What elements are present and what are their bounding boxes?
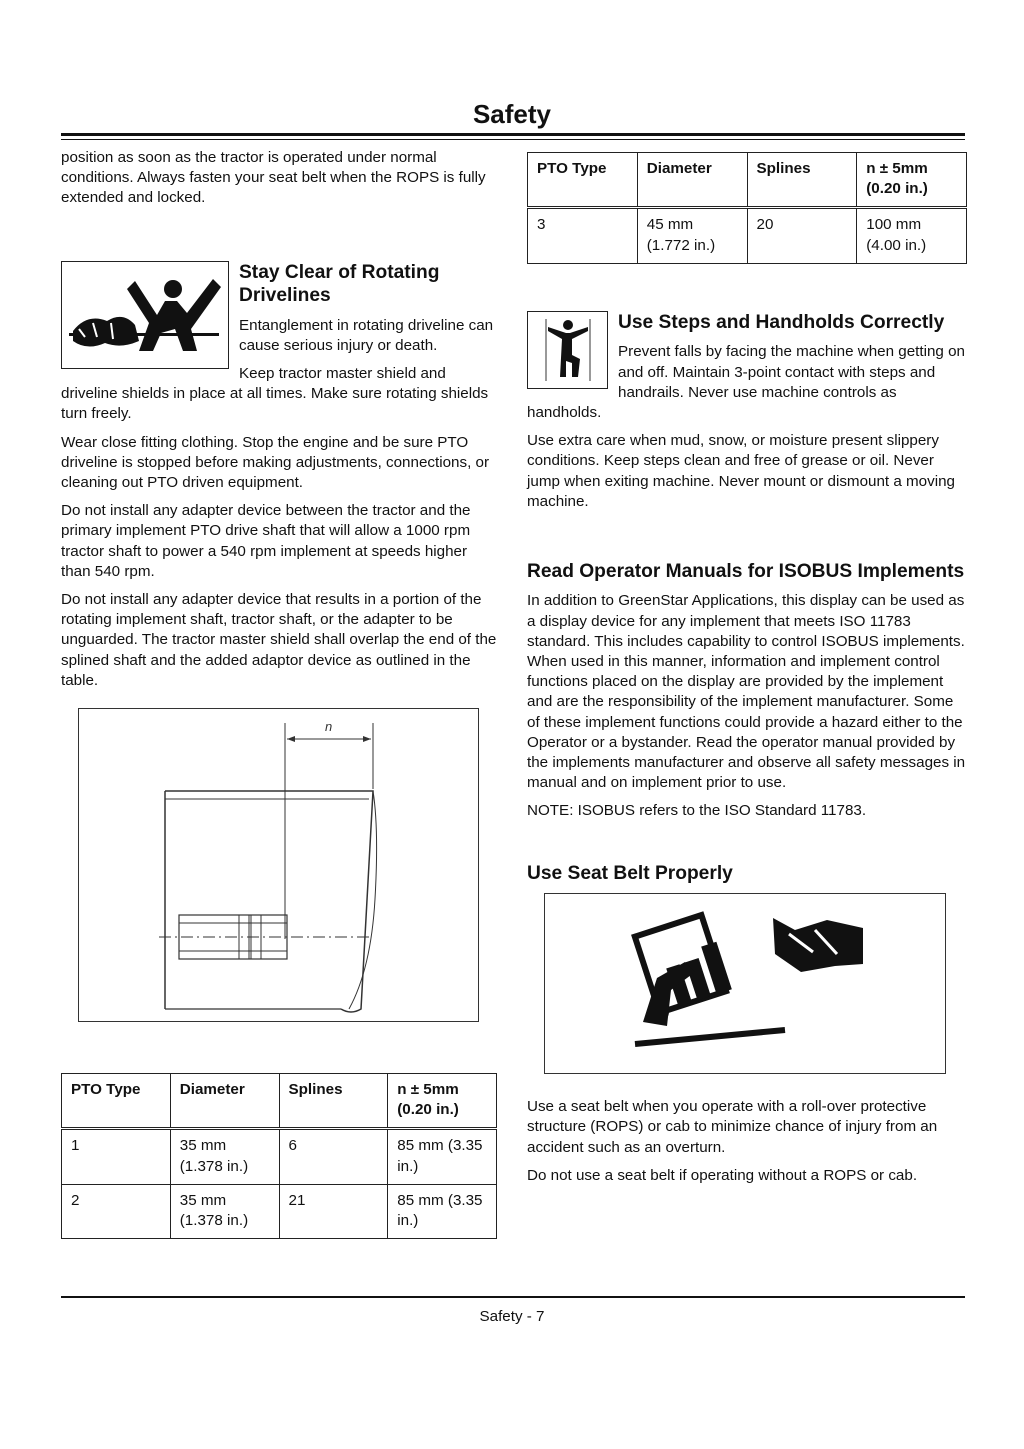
table-header: PTO Type — [62, 1074, 171, 1129]
left-column — [61, 148, 497, 1239]
table-header: Splines — [747, 153, 857, 208]
isobus-note: NOTE: ISOBUS refers to the ISO Standard 11783. — [527, 802, 867, 820]
right-column — [527, 152, 967, 1194]
steps-paragraph-1: Prevent falls by facing the machine when getting on and off. Maintain 3-point contact with steps and handrails. Never use machine controls as handholds. — [527, 343, 965, 421]
isobus-section — [527, 560, 967, 822]
page-title: Safety — [472, 99, 552, 129]
intro-paragraph: position as soon as the tractor is operated under normal conditions. Always fasten your seat belt when the ROPS is fully extended and locked. — [61, 149, 486, 207]
section-heading-isobus: Read Operator Manuals for ISOBUS Implements — [527, 560, 965, 582]
section-heading-rotating: Stay Clear of Rotating Drivelines — [239, 261, 440, 307]
table-header: Diameter — [170, 1074, 279, 1129]
footer-rule — [61, 1296, 965, 1298]
table-cell: 85 mm (3.35 in.) — [388, 1129, 497, 1184]
rollover-warning-illustration — [544, 893, 946, 1074]
pto-table-right — [527, 152, 967, 264]
seatbelt-paragraph-2: Do not use a seat belt if operating without a ROPS or cab. — [527, 1166, 918, 1184]
rotating-paragraph-1: Entanglement in rotating driveline can cause serious injury or death. — [239, 316, 494, 354]
table-row — [62, 1184, 497, 1238]
table-header: Splines — [279, 1074, 388, 1129]
entanglement-warning-icon — [61, 261, 229, 369]
table-row — [62, 1129, 497, 1184]
table-cell: 35 mm (1.378 in.) — [170, 1184, 279, 1238]
pto-table-left — [61, 1073, 497, 1239]
seatbelt-section — [527, 862, 967, 1186]
dimension-n-label: n — [325, 719, 333, 735]
shield-overlap-diagram — [78, 708, 479, 1022]
table-cell: 45 mm (1.772 in.) — [637, 208, 747, 263]
table-cell: 2 — [62, 1184, 171, 1238]
table-row — [528, 208, 967, 263]
page-number: Safety - 7 — [479, 1308, 545, 1325]
isobus-paragraph: In addition to GreenStar Applications, this display can be used as a display device for any implement that meets ISO 11783 standard. This includes capability to control ISOBUS implements. When used in this manner, information and implement control functions placed on the display are provided by the implement and are the responsibility of the implement manufacturer. Some of these implement functions could provide a hazard either to the Operator or a bystander. Read the operator manual provided by the implements manufacturer and observe all safety messages in manual and on implement prior to use. — [527, 592, 966, 792]
table-cell: 1 — [62, 1129, 171, 1184]
table-cell: 3 — [528, 208, 638, 263]
rotating-paragraph-4: Do not install any adapter device between the tractor and the primary implement PTO drive shaft that will allow a 1000 rpm tractor shaft to power a 540 rpm implement at speeds higher than 540 rpm. — [61, 502, 471, 580]
table-cell: 100 mm (4.00 in.) — [857, 208, 967, 263]
table-header: PTO Type — [528, 153, 638, 208]
title-rule — [61, 133, 965, 136]
rotating-paragraph-5: Do not install any adapter device that results in a portion of the rotating implement shaft, tractor shaft, or the adapter to be unguarded. The tractor master shield shall overlap the end of the splined shaft and the added adaptor device as outlined in the table. — [61, 591, 497, 689]
table-header: n ± 5mm (0.20 in.) — [857, 153, 967, 208]
seatbelt-paragraph-1: Use a seat belt when you operate with a roll-over protective structure (ROPS) or cab to minimize chance of injury from an accident such as an overturn. — [527, 1098, 938, 1156]
steps-handholds-icon — [527, 311, 608, 389]
rotating-paragraph-2: Keep tractor master shield and driveline shields in place at all times. Make sure rotating shields turn freely. — [61, 365, 489, 423]
rotating-paragraph-3: Wear close fitting clothing. Stop the engine and be sure PTO driveline is stopped before making adjustments, connections, or cleaning out PTO driven equipment. — [61, 433, 490, 492]
table-header: Diameter — [637, 153, 747, 208]
title-rule-thin — [61, 139, 965, 140]
rotating-driveline-section — [61, 261, 497, 691]
table-cell: 20 — [747, 208, 857, 263]
table-cell: 35 mm (1.378 in.) — [170, 1129, 279, 1184]
table-cell: 6 — [279, 1129, 388, 1184]
steps-paragraph-2: Use extra care when mud, snow, or moisture present slippery conditions. Keep steps clean and free of grease or oil. Never jump when exiting machine. Never mount or dismount a moving machine. — [527, 432, 955, 510]
section-heading-steps: Use Steps and Handholds Correctly — [618, 311, 945, 333]
table-cell: 85 mm (3.35 in.) — [388, 1184, 497, 1238]
table-cell: 21 — [279, 1184, 388, 1238]
table-header: n ± 5mm (0.20 in.) — [388, 1074, 497, 1129]
steps-section — [527, 311, 967, 512]
section-heading-seatbelt: Use Seat Belt Properly — [527, 862, 733, 884]
